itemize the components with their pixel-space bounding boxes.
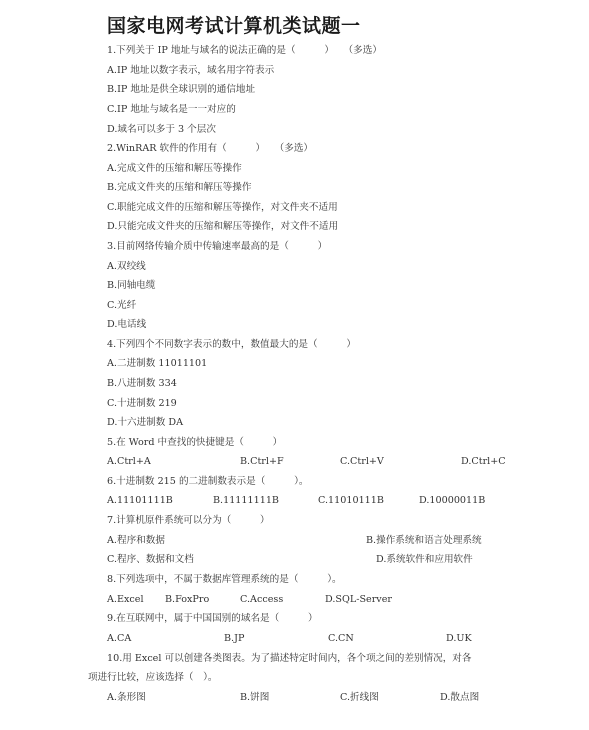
question-1-option-d: D.域名可以多于 3 个层次 <box>107 124 216 135</box>
question-10-stem-line-2: 项进行比较，应该选择（ ）。 <box>88 672 218 683</box>
question-8-option-b: B.FoxPro <box>165 594 210 605</box>
question-7-option-b: B.操作系统和语言处理系统 <box>366 535 482 546</box>
question-8-option-a: A.Excel <box>107 594 144 605</box>
question-7-stem: 7.计算机原件系统可以分为（ ） <box>107 515 270 526</box>
question-1-stem: 1.下列关于 IP 地址与域名的说法正确的是（ ） （多选） <box>107 45 382 56</box>
question-8-stem: 8.下列选项中，不属于数据库管理系统的是（ ）。 <box>107 574 342 585</box>
question-4-option-c: C.十进制数 219 <box>107 398 177 409</box>
question-3-stem: 3.目前网络传输介质中传输速率最高的是（ ） <box>107 241 328 252</box>
question-3-option-c: C.光纤 <box>107 300 137 311</box>
question-6-option-b: B.11111111B <box>213 495 279 506</box>
question-2-option-d: D.只能完成文件夹的压缩和解压等操作，对文件不适用 <box>107 221 339 232</box>
question-2-option-b: B.完成文件夹的压缩和解压等操作 <box>107 182 252 193</box>
question-2-stem: 2.WinRAR 软件的作用有（ ） （多选） <box>107 143 314 154</box>
question-7-option-c: C.程序、数据和文档 <box>107 554 194 565</box>
question-5-option-b: B.Ctrl+F <box>240 456 284 467</box>
question-6-option-a: A.11101111B <box>107 495 173 506</box>
question-8-option-c: C.Access <box>240 594 284 605</box>
question-10-option-d: D.散点图 <box>440 692 480 703</box>
question-3-option-a: A.双绞线 <box>107 261 146 272</box>
question-1-option-c: C.IP 地址与域名是一一对应的 <box>107 104 236 115</box>
question-1-option-a: A.IP 地址以数字表示，域名用字符表示 <box>107 65 275 76</box>
question-9-option-b: B.JP <box>224 633 245 644</box>
question-7-option-a: A.程序和数据 <box>107 535 165 546</box>
question-1-option-b: B.IP 地址是供全球识别的通信地址 <box>107 84 256 95</box>
question-7-option-d: D.系统软件和应用软件 <box>376 554 473 565</box>
question-4-option-d: D.十六进制数 DA <box>107 417 184 428</box>
question-5-option-c: C.Ctrl+V <box>340 456 384 467</box>
question-9-option-d: D.UK <box>446 633 472 644</box>
question-2-option-a: A.完成文件的压缩和解压等操作 <box>107 163 242 174</box>
question-10-stem-line-1: 10.用 Excel 可以创建各类图表。为了描述特定时间内，各个项之间的差别情况，对各 <box>107 653 472 664</box>
question-2-option-c: C.职能完成文件的压缩和解压等操作，对文件夹不适用 <box>107 202 338 213</box>
question-9-option-c: C.CN <box>328 633 354 644</box>
page-title: 国家电网考试计算机类试题一 <box>107 15 361 37</box>
question-6-stem: 6.十进制数 215 的二进制数表示是（ ）。 <box>107 476 309 487</box>
question-6-option-d: D.10000011B <box>419 495 486 506</box>
question-5-stem: 5.在 Word 中查找的快捷键是（ ） <box>107 437 283 448</box>
question-3-option-d: D.电话线 <box>107 319 147 330</box>
question-10-option-a: A.条形图 <box>107 692 146 703</box>
question-3-option-b: B.同轴电缆 <box>107 280 156 291</box>
question-4-stem: 4.下列四个不同数字表示的数中，数值最大的是（ ） <box>107 339 356 350</box>
question-9-option-a: A.CA <box>107 633 132 644</box>
question-10-option-b: B.饼图 <box>240 692 270 703</box>
question-5-option-d: D.Ctrl+C <box>461 456 506 467</box>
question-9-stem: 9.在互联网中，属于中国国别的域名是（ ） <box>107 613 318 624</box>
question-6-option-c: C.11010111B <box>318 495 384 506</box>
question-8-option-d: D.SQL-Server <box>325 594 392 605</box>
question-4-option-a: A.二进制数 11011101 <box>107 358 208 369</box>
question-4-option-b: B.八进制数 334 <box>107 378 177 389</box>
question-10-option-c: C.折线图 <box>340 692 379 703</box>
question-5-option-a: A.Ctrl+A <box>107 456 151 467</box>
